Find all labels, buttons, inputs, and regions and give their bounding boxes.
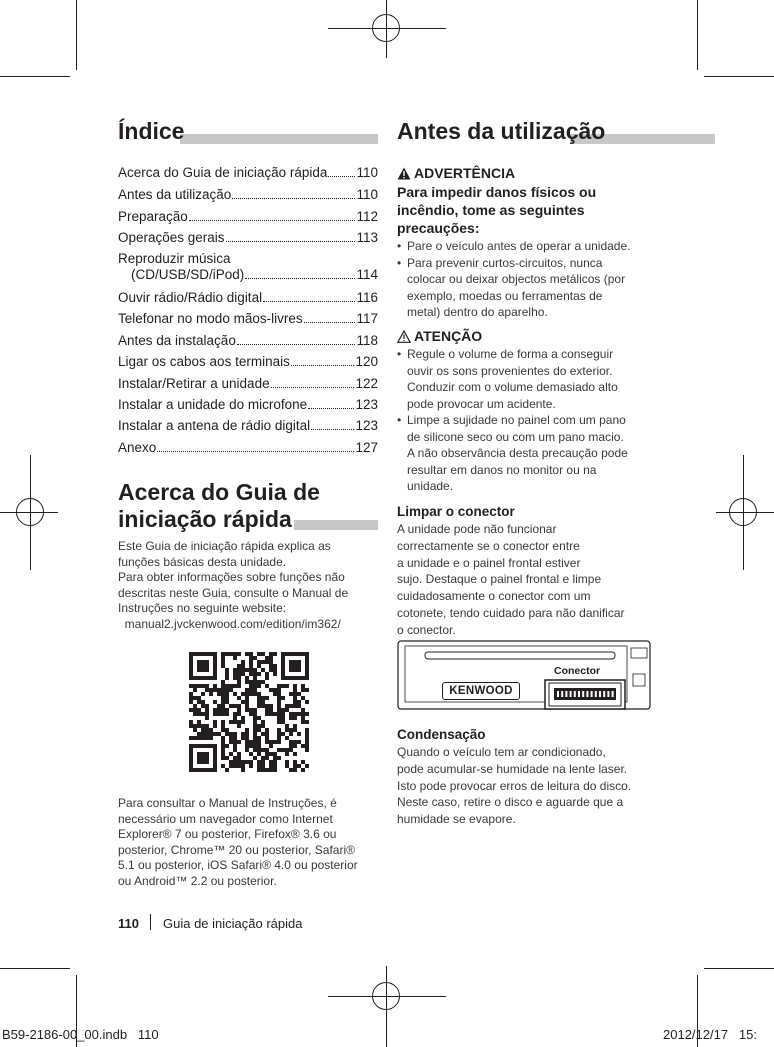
connector-figure [397, 640, 651, 710]
connector-heading: Limpar o conector [397, 504, 515, 519]
connector-paragraph: A unidade pode não funcionar correctamente se o conector entre a unidade e o painel frontal estiver sujo. Destaque o painel frontal e limpe cuidadosamente o conector com um cotonete, tendo cuidado para não danificar o conector. [397, 522, 625, 637]
guide-paragraph: Este Guia de iniciação rápida explica as funções básicas desta unidade. Para obter informações sobre funções não descritas neste Guia, consulte o Manual de Instruções no seguinte website: manual2.jvckenwood.com/edition/im362/ [118, 539, 349, 631]
toc-item[interactable]: Acerca do Guia de iniciação rápida 110 [118, 165, 378, 180]
list-item: • Para prevenir curtos-circuitos, nunca colocar ou deixar objectos metálicos (por exemplo, moedas ou ferramentas de metal) dentro do aparelho. [397, 255, 662, 321]
toc-item[interactable]: (CD/USB/SD/iPod) 114 [131, 267, 378, 282]
toc-item[interactable]: Instalar a unidade do microfone 123 [118, 397, 378, 412]
guide-name: Guia de iniciação rápida [163, 916, 303, 931]
toc-item[interactable]: Instalar/Retirar a unidade 122 [118, 376, 378, 391]
brand-logo: KENWOOD [442, 682, 520, 700]
warning-triangle-filled-icon [397, 167, 411, 180]
condensation-heading: Condensação [397, 727, 486, 742]
connector-label: Conector [554, 665, 601, 677]
toc-item[interactable]: Antes da instalação 118 [118, 333, 378, 348]
browser-paragraph: Para consultar o Manual de Instruções, é necessário um navegador como Internet Explorer® 7 ou posterior, Firefox® 3.6 ou posterior, Chrome™ 20 ou posterior, Safari® 5.1 ou posterior, iOS Safari® 4.0 ou posterior ou Android™ 2.2 ou posterior. [118, 796, 358, 888]
caution-label: ATENÇÃO [397, 328, 482, 345]
page-number: 110 [118, 916, 139, 931]
list-item: • Regule o volume de forma a conseguir ouvir os sons provenientes do exterior. Conduzir com o volume demasiado alto pode provocar um acidente. [397, 346, 662, 412]
list-item: • Limpe a sujidade no painel com um pano de silicone seco ou com um pano macio. A não observância desta precaução pode resultar em danos no monitor ou na unidade. [397, 412, 662, 495]
index-title-bar [180, 134, 378, 144]
toc-item[interactable]: Ligar os cabos aos terminais 120 [118, 354, 378, 369]
warning-heading: Para impedir danos físicos ou incêndio, tome as seguintes precauções: [397, 184, 597, 236]
caution-bullets [397, 346, 662, 495]
footer-divider [150, 914, 151, 930]
qr-code-icon [189, 652, 309, 772]
condensation-paragraph: Quando o veículo tem ar condicionado, pode acumular-se humidade na lente laser. Isto pode provocar erros de leitura do disco. Neste caso, retire o disco e aguarde que a humidade se evapore. [397, 745, 632, 827]
toc-item[interactable]: Preparação 112 [118, 209, 378, 224]
faceplate-illustration [397, 640, 651, 710]
list-item: • Pare o veículo antes de operar a unidade. [397, 238, 662, 255]
guide-title: Acerca do Guia de iniciação rápida [118, 479, 320, 532]
warning-label: ADVERTÊNCIA [397, 165, 515, 182]
slug-file: B59-2186-00_00.indb 110 [2, 1027, 159, 1042]
toc-item[interactable]: Antes da utilização 110 [118, 187, 378, 202]
toc-item[interactable]: Operações gerais 113 [118, 230, 378, 245]
toc-item[interactable]: Telefonar no modo mãos-livres 117 [118, 311, 378, 326]
warning-triangle-outline-icon [397, 330, 411, 343]
toc-item[interactable]: Ouvir rádio/Rádio digital 116 [118, 290, 378, 305]
index-title: Índice [118, 118, 185, 144]
slug-date: 2012/12/17 15: [663, 1027, 757, 1042]
toc-item[interactable]: Anexo 127 [118, 440, 378, 455]
warning-bullets [397, 238, 662, 321]
toc-item[interactable]: Instalar a antena de rádio digital 123 [118, 418, 378, 433]
right-title: Antes da utilização [397, 118, 606, 144]
toc-item-first-line[interactable]: Reproduzir música [118, 251, 231, 266]
